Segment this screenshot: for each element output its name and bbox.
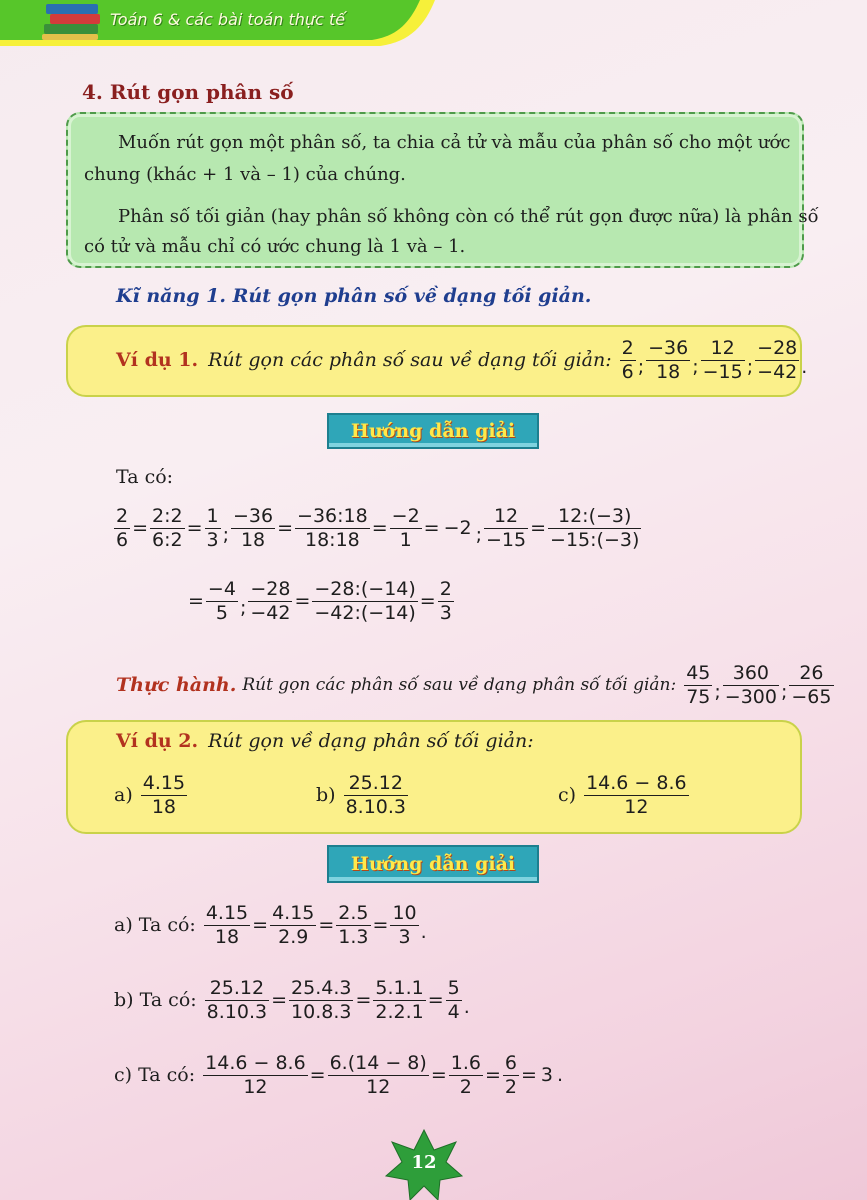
example2-item-c xyxy=(558,772,689,819)
fraction: $\frac{6}{2}$ xyxy=(504,1052,517,1098)
rule-p1-line1: Muốn rút gọn một phân số, ta chia cả tử và mẫu của phân số cho một ước xyxy=(118,132,791,153)
fraction: $\frac{26}{-65}$ xyxy=(791,662,832,708)
fraction: $\frac{2}{3}$ xyxy=(439,578,452,624)
rule-box xyxy=(66,112,819,268)
books-icon xyxy=(40,0,110,44)
fraction: $\frac{-36:18}{18:18}$ xyxy=(297,505,368,551)
fraction: $\frac{45}{75}$ xyxy=(686,662,711,708)
fraction: $\frac{12}{-15}$ xyxy=(702,337,743,383)
solution-intro: c) Ta có: xyxy=(114,1064,196,1087)
fraction: $\frac{-36}{18}$ xyxy=(233,505,274,551)
fraction: $\frac{-28:(-14)}{-42:(-14)}$ xyxy=(314,578,416,624)
fraction: $\frac{12:(-3)}{-15:(-3)}$ xyxy=(550,505,640,551)
example2-label: Ví dụ 2. xyxy=(116,730,199,752)
solution-intro: b) Ta có: xyxy=(114,989,197,1012)
fraction: $\frac{-2}{1}$ xyxy=(391,505,420,551)
solution2-b: b) Ta có: $\frac{25.12}{8.10.3}$ = $\frac{25.4.3}{10.8.3}$ = $\frac{5.1.1}{2.2.1}$ = $\frac{5}{4}$ . xyxy=(114,977,470,1023)
example1-label: Ví dụ 1. xyxy=(116,349,199,372)
solution1-intro: Ta có: xyxy=(116,466,174,488)
example2-text: Rút gọn về dạng phân số tối giản: xyxy=(208,730,534,752)
rule-p1-line2: chung (khác + 1 và – 1) của chúng. xyxy=(84,164,406,185)
fraction: $\frac{4.15}{2.9}$ xyxy=(272,902,315,948)
fraction: $\frac{10}{3}$ xyxy=(392,902,417,948)
rule-p2-line2: có tử và mẫu chỉ có ước chung là 1 và – 1. xyxy=(84,236,466,257)
fraction: $\frac{-4}{5}$ xyxy=(207,578,236,624)
practice-label: Thực hành. xyxy=(116,674,237,697)
practice-text: Rút gọn các phân số sau về dạng phân số tối giản: xyxy=(242,675,677,696)
example1-text: Rút gọn các phân số sau về dạng tối giản: xyxy=(208,349,612,372)
practice-row: Thực hành. Rút gọn các phân số sau về dạng phân số tối giản: $\frac{45}{75}$ ; $\frac{360}{-300}$ ; $\frac{26}{-65}$ xyxy=(116,662,832,708)
fraction: $\frac{4.15}{18}$ xyxy=(205,902,249,948)
section-title: 4. Rút gọn phân số xyxy=(82,80,294,104)
fraction: $\frac{6.(14 - 8)}{12}$ xyxy=(329,1052,427,1098)
page-number: 12 xyxy=(411,1152,437,1173)
solution2-a: a) Ta có: $\frac{4.15}{18}$ = $\frac{4.15}{2.9}$ = $\frac{2.5}{1.3}$ = $\frac{10}{3}$ . xyxy=(114,902,427,948)
example2-item-b xyxy=(316,772,408,819)
result-value: 3 xyxy=(540,1064,553,1087)
item-tag: a) xyxy=(114,784,133,807)
result-value: −2 xyxy=(443,517,472,540)
example2-heading xyxy=(116,730,534,752)
fraction: $\frac{2:2}{6:2}$ xyxy=(152,505,183,551)
solution2-c: c) Ta có: $\frac{14.6 - 8.6}{12}$ = $\frac{6.(14 - 8)}{12}$ = $\frac{1.6}{2}$ = $\frac{6}{2}$ = 3 . xyxy=(114,1052,564,1098)
guide-banner-label: Hướng dẫn giải xyxy=(350,853,516,875)
solution1-line1: $\frac{2}{6}$ = $\frac{2:2}{6:2}$ = $\frac{1}{3}$ ; $\frac{-36}{18}$ = $\frac{-36:18}{18:18}$ = $\frac{-2}{1}$ = −2 ; $\frac{12}{-15}$ = $\frac{12:(-3)}{-15:(-3)}$ xyxy=(116,505,640,551)
guide-banner xyxy=(327,413,539,449)
fraction: $\frac{12}{-15}$ xyxy=(486,505,527,551)
header-banner xyxy=(0,0,440,48)
fraction: $\frac{-36}{18}$ xyxy=(648,337,689,383)
fraction: $\frac{1.6}{2}$ xyxy=(450,1052,481,1098)
fraction: $\frac{25.4.3}{10.8.3}$ xyxy=(291,977,352,1023)
fraction: $\frac{2}{6}$ xyxy=(621,337,634,383)
example1-row: Ví dụ 1. Rút gọn các phân số sau về dạng tối giản: $\frac{2}{6}$ ; $\frac{-36}{18}$ ; $\frac{12}{-15}$ ; $\frac{-28}{-42}$ . xyxy=(116,337,808,383)
page-number-badge xyxy=(384,1128,464,1200)
fraction: $\frac{2.5}{1.3}$ xyxy=(338,902,369,948)
fraction: $\frac{1}{3}$ xyxy=(206,505,219,551)
fraction: $\frac{360}{-300}$ xyxy=(724,662,777,708)
fraction: $\frac{25.12}{8.10.3}$ xyxy=(206,977,268,1023)
header-title: Toán 6 & các bài toán thực tế xyxy=(110,10,346,29)
example2-item-a xyxy=(114,772,187,819)
skill-title: Kĩ năng 1. Rút gọn phân số về dạng tối giản. xyxy=(116,285,592,307)
fraction: $\frac{5.1.1}{2.2.1}$ xyxy=(375,977,424,1023)
fraction: $\frac{5}{4}$ xyxy=(447,977,460,1023)
item-tag: b) xyxy=(316,784,336,807)
fraction: $\frac{25.12}{8.10.3}$ xyxy=(345,772,407,818)
rule-p2-line1: Phân số tối giản (hay phân số không còn có thể rút gọn được nữa) là phân số xyxy=(118,206,819,227)
solution1-line2: = $\frac{-4}{5}$ ; $\frac{-28}{-42}$ = $\frac{-28:(-14)}{-42:(-14)}$ = $\frac{2}{3}$ xyxy=(188,578,452,624)
fraction: $\frac{-28}{-42}$ xyxy=(757,337,798,383)
guide-banner xyxy=(327,845,539,883)
item-tag: c) xyxy=(558,784,577,807)
guide-banner-label: Hướng dẫn giải xyxy=(350,420,516,442)
solution-intro: a) Ta có: xyxy=(114,914,196,937)
fraction: $\frac{4.15}{18}$ xyxy=(142,772,186,818)
fraction: $\frac{14.6 - 8.6}{12}$ xyxy=(205,1052,306,1098)
fraction: $\frac{2}{6}$ xyxy=(116,505,129,551)
fraction: $\frac{14.6 - 8.6}{12}$ xyxy=(586,772,687,818)
fraction: $\frac{-28}{-42}$ xyxy=(250,578,291,624)
